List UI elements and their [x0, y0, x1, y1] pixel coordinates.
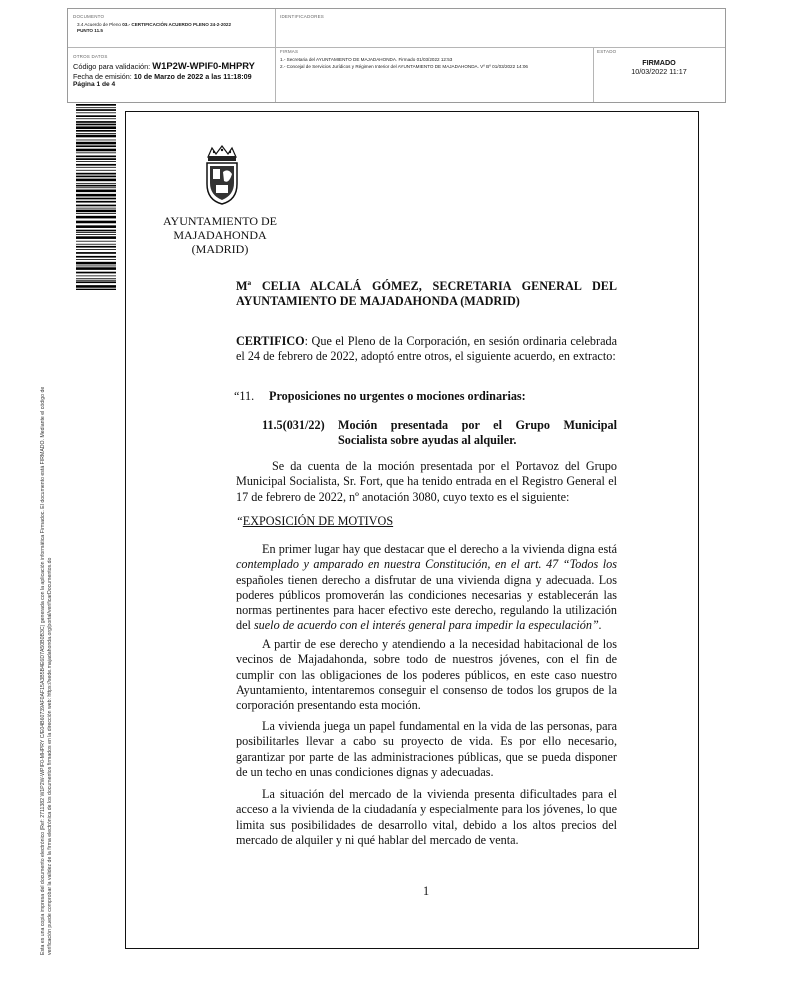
paragraph-3: La vivienda juega un papel fundamental en la vida de las personas, para posibilitarles llevar a cabo su proyecto de vida. Es por ello necesario, garantizar por parte de las administraciones públicas, que se pueda disponer de un techo en unas condiciones dignas y adecuadas. [236, 719, 617, 779]
municipality-line-1: AYUNTAMIENTO DE [162, 214, 278, 228]
validation-code-prefix: Código para validación: [73, 62, 153, 71]
estado-label: ESTADO [597, 49, 617, 54]
documento-label: DOCUMENTO [73, 14, 105, 19]
certifico-paragraph [236, 334, 617, 365]
p1-part-a: En primer lugar hay que destacar que el derecho a la vivienda digna está [262, 542, 617, 556]
page-number: 1 [422, 884, 430, 898]
municipality-line-2: MAJADAHONDA [173, 228, 267, 242]
municipality-line-3: (MADRID) [191, 242, 249, 256]
exposicion-title: EXPOSICIÓN DE MOTIVOS [242, 514, 394, 528]
validation-code-value[interactable]: W1P2W-WPIF0-MHPRY [152, 60, 255, 71]
p1-part-d: suelo de acuerdo con el interés general para impedir la especulación”. [253, 618, 602, 633]
paragraph-2: A partir de ese derecho y atendiendo a la necesidad habitacional de los vecinos de Majadahonda, sobre todo de nuestros jóvenes, con el fin de cumplir con las obligaciones de los poderes públicos, en este caso nuestro Ayuntamiento, intentaremos conseguir el consenso de todos los grupos de la corporación presentando esta moción. [236, 637, 617, 713]
page-counter: Página 1 de 4 [73, 81, 116, 88]
item-number: 11.5(031/22) [262, 418, 325, 432]
issue-date-line [73, 72, 252, 81]
section-heading [234, 389, 615, 404]
signature-2: 2.- Concejal de Servicios Jurídicos y Régimen Interior del AYUNTAMIENTO DE MAJADAHONDA. Vº Bº 01/03/2022 14:06 [280, 64, 528, 69]
documento-line-2: PUNTO 11.5 [77, 28, 103, 33]
side-verification-text [40, 295, 54, 955]
signer-line-1: Mª CELIA ALCALÁ GÓMEZ, SECRETARIA GENERAL DEL [236, 279, 617, 293]
otros-datos-label: OTROS DATOS [73, 54, 108, 59]
issue-date-prefix: Fecha de emisión: [73, 72, 134, 81]
side-text-line-2: verificación puede comprobar la validez de la firma electrónica de los documentos firmados en la dirección web: https://sede.majadahonda.org/portal/verificarDocumentos.do [47, 557, 53, 955]
paragraph-1 [236, 542, 617, 634]
item-title: Moción presentada por el Grupo Municipal Socialista sobre ayudas al alquiler. [338, 418, 617, 448]
firmas-label: FIRMAS [280, 49, 299, 54]
certifico-label: CERTIFICO [236, 334, 305, 348]
signature-header-box [67, 8, 726, 103]
issue-date-value: 10 de Marzo de 2022 a las 11:18:09 [133, 72, 252, 81]
signer-heading [236, 279, 617, 310]
document-page [125, 111, 699, 949]
paragraph-4: La situación del mercado de la vivienda presenta dificultades para el acceso a la vivienda de la ciudadanía y especialmente para los jóvenes, lo que limita sus posibilidades de desarrollo vital, debido a los altos precios del mercado de alquiler y ni qué hablar del mercado de venta. [236, 787, 617, 847]
side-text-line-1: Esta es una copia impresa del documento electrónico (Ref: 2711382 W1P2W-WPIF0-MHPRY C/E04B60739AF0AF15A3B5B4E6D7A50B0B3C) generada con la aplicación informática Firmadoc. El documento está FIRMADO. Mediante el código de [40, 386, 46, 955]
signer-line-2: AYUNTAMIENTO DE MAJADAHONDA (MADRID) [236, 294, 520, 309]
signature-1: 1.- Secretaria del AYUNTAMIENTO DE MAJADAHONDA. Firmado 01/03/2022 12:53 [280, 57, 453, 62]
vertical-barcode [76, 104, 116, 290]
exposicion-quote: “ [236, 514, 243, 528]
documento-title: 03.- CERTIFICACIÓN ACUERDO PLENO 24-2-2022 [122, 22, 232, 27]
certifico-text: : Que el Pleno de la Corporación, en sesión ordinaria celebrada el 24 de febrero de 2022, adoptó entre otros, el siguiente acuerdo, en extracto: [236, 334, 617, 364]
exposicion-heading [236, 514, 617, 529]
p1-part-c: españoles tienen derecho a disfrutar de una vivienda digna y adecuada. Los poderes públicos promoverán las condiciones necesarias y establecerán las normas pertinentes para hacer efectivo este derecho, regulando la utilización del [236, 572, 617, 633]
validation-code-line [73, 61, 255, 71]
status-date: 10/03/2022 11:17 [631, 67, 687, 76]
coat-of-arms-logo [202, 144, 242, 206]
identificadores-label: IDENTIFICADORES [280, 14, 325, 19]
section-title: Proposiciones no urgentes o mociones ordinarias: [269, 389, 526, 403]
p1-part-b: contemplado y amparado en nuestra Constitución, en el art. 47 “Todos los [236, 557, 617, 572]
municipality-block [160, 214, 280, 256]
intro-paragraph: Se da cuenta de la moción presentada por el Portavoz del Grupo Municipal Socialista, Sr. Fort, que ha tenido entrada en el Registro General el 17 de febrero de 2022, nº anotación 3080, cuyo texto es el siguiente: [236, 459, 617, 504]
status-value: FIRMADO [642, 58, 676, 67]
section-number: “11. [234, 389, 255, 403]
documento-prefix: 3.4 Acuerdo de Pleno [77, 22, 123, 27]
